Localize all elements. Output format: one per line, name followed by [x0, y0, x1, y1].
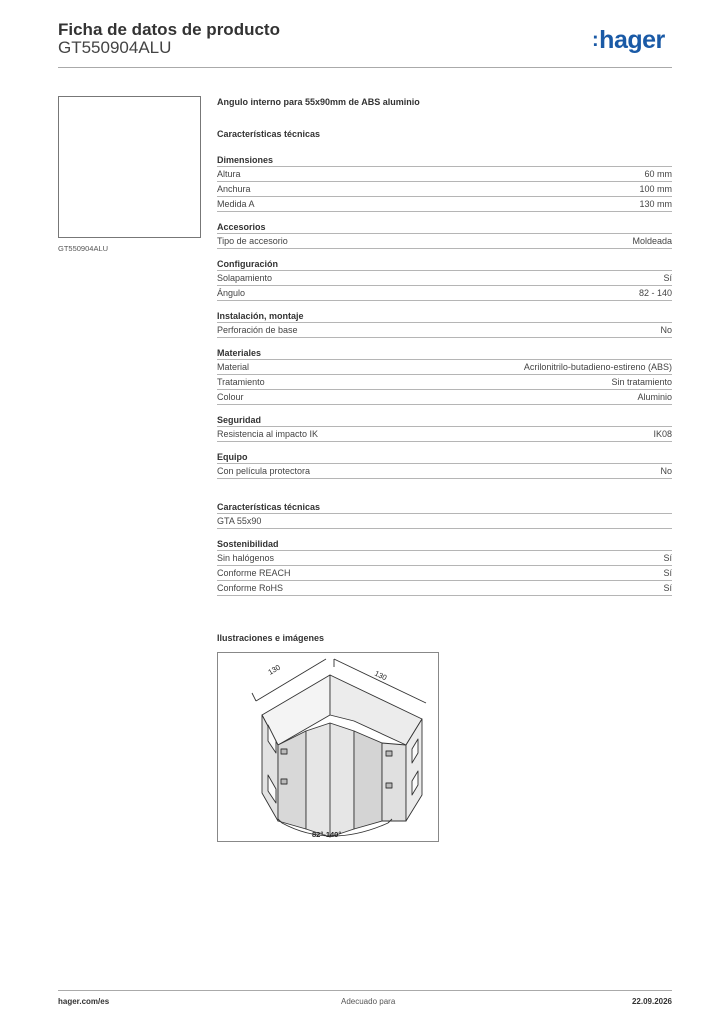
spec-label: Medida A [217, 199, 255, 209]
spec-value: No [660, 325, 672, 335]
spec-label: Material [217, 362, 250, 372]
section-title: Materiales [217, 347, 672, 360]
spec-label: Con película protectora [217, 466, 311, 476]
spec-value: Acrilonitrilo-butadieno-estireno (ABS) [523, 362, 672, 372]
spec-value: Sí [663, 568, 672, 578]
section-sostenibilidad [217, 538, 672, 596]
header-divider [58, 67, 672, 68]
spec-row [217, 271, 672, 286]
section-dimensiones [217, 154, 672, 212]
section-seguridad [217, 414, 672, 442]
spec-value: Moldeada [632, 236, 672, 246]
spec-row [217, 234, 672, 249]
hager-logo [592, 26, 665, 55]
spec-value: 100 mm [639, 184, 672, 194]
section-title: Dimensiones [217, 154, 672, 167]
footer-website: hager.com/es [58, 997, 110, 1006]
spec-label: GTA 55x90 [217, 516, 262, 526]
spec-row [217, 514, 672, 529]
spec-row [217, 323, 672, 338]
footer-center-text: Adecuado para [341, 997, 396, 1006]
section-instalacion [217, 310, 672, 338]
technical-drawing [217, 652, 439, 842]
spec-row [217, 197, 672, 212]
spec-label: Solapamiento [217, 273, 273, 283]
section-title: Características técnicas [217, 501, 672, 514]
dimension-label-right: 130 [373, 668, 389, 683]
corner-drawing-svg [218, 653, 438, 841]
spec-row [217, 390, 672, 405]
spec-label: Perforación de base [217, 325, 298, 335]
spec-label: Sin halógenos [217, 553, 275, 563]
spec-value: 82 - 140 [638, 288, 672, 298]
spec-value: 130 mm [639, 199, 672, 209]
section-title: Instalación, montaje [217, 310, 672, 323]
spec-row [217, 551, 672, 566]
spec-content [217, 96, 672, 596]
spec-row [217, 360, 672, 375]
footer-date: 22.09.2026 [631, 997, 672, 1006]
spec-row [217, 167, 672, 182]
header-title: Ficha de datos de producto [58, 20, 280, 39]
spec-row [217, 566, 672, 581]
angle-label: 82°-140° [312, 830, 342, 839]
spec-label: Tipo de accesorio [217, 236, 288, 246]
spec-label: Altura [217, 169, 241, 179]
spec-value: Sin tratamiento [611, 377, 672, 387]
illustrations-title: Ilustraciones e imágenes [217, 633, 325, 643]
spec-value: Aluminio [637, 392, 672, 402]
dimension-label-left: 130 [266, 662, 282, 677]
spec-row [217, 427, 672, 442]
spec-label: Colour [217, 392, 244, 402]
product-code: GT550904ALU [58, 38, 172, 57]
footer-divider [58, 990, 672, 991]
section-title: Seguridad [217, 414, 672, 427]
section-title: Accesorios [217, 221, 672, 234]
logo-dots-icon: : [592, 29, 599, 51]
thumbnail-caption: GT550904ALU [58, 244, 109, 253]
section-configuracion [217, 258, 672, 301]
spec-value: Sí [663, 273, 672, 283]
product-description: Angulo interno para 55x90mm de ABS aluminio [217, 97, 420, 107]
spec-label: Tratamiento [217, 377, 265, 387]
spec-value: No [660, 466, 672, 476]
spec-label: Anchura [217, 184, 251, 194]
spec-heading: Características técnicas [217, 129, 321, 139]
spec-value: 60 mm [644, 169, 672, 179]
spec-value: Sí [663, 553, 672, 563]
spec-row [217, 375, 672, 390]
spec-label: Conforme RoHS [217, 583, 284, 593]
section-materiales [217, 347, 672, 405]
section-equipo [217, 451, 672, 479]
spec-label: Ángulo [217, 288, 246, 298]
logo-text: hager [599, 26, 665, 54]
spec-row [217, 182, 672, 197]
section-title: Configuración [217, 258, 672, 271]
section-accesorios [217, 221, 672, 249]
spec-row [217, 286, 672, 301]
spec-label: Conforme REACH [217, 568, 291, 578]
spec-value: IK08 [653, 429, 672, 439]
spec-row [217, 581, 672, 596]
section-title: Sostenibilidad [217, 538, 672, 551]
product-thumbnail [58, 96, 201, 238]
section-title: Equipo [217, 451, 672, 464]
section-caracteristicas [217, 501, 672, 529]
spec-value: Sí [663, 583, 672, 593]
spec-label: Resistencia al impacto IK [217, 429, 319, 439]
spec-row [217, 464, 672, 479]
